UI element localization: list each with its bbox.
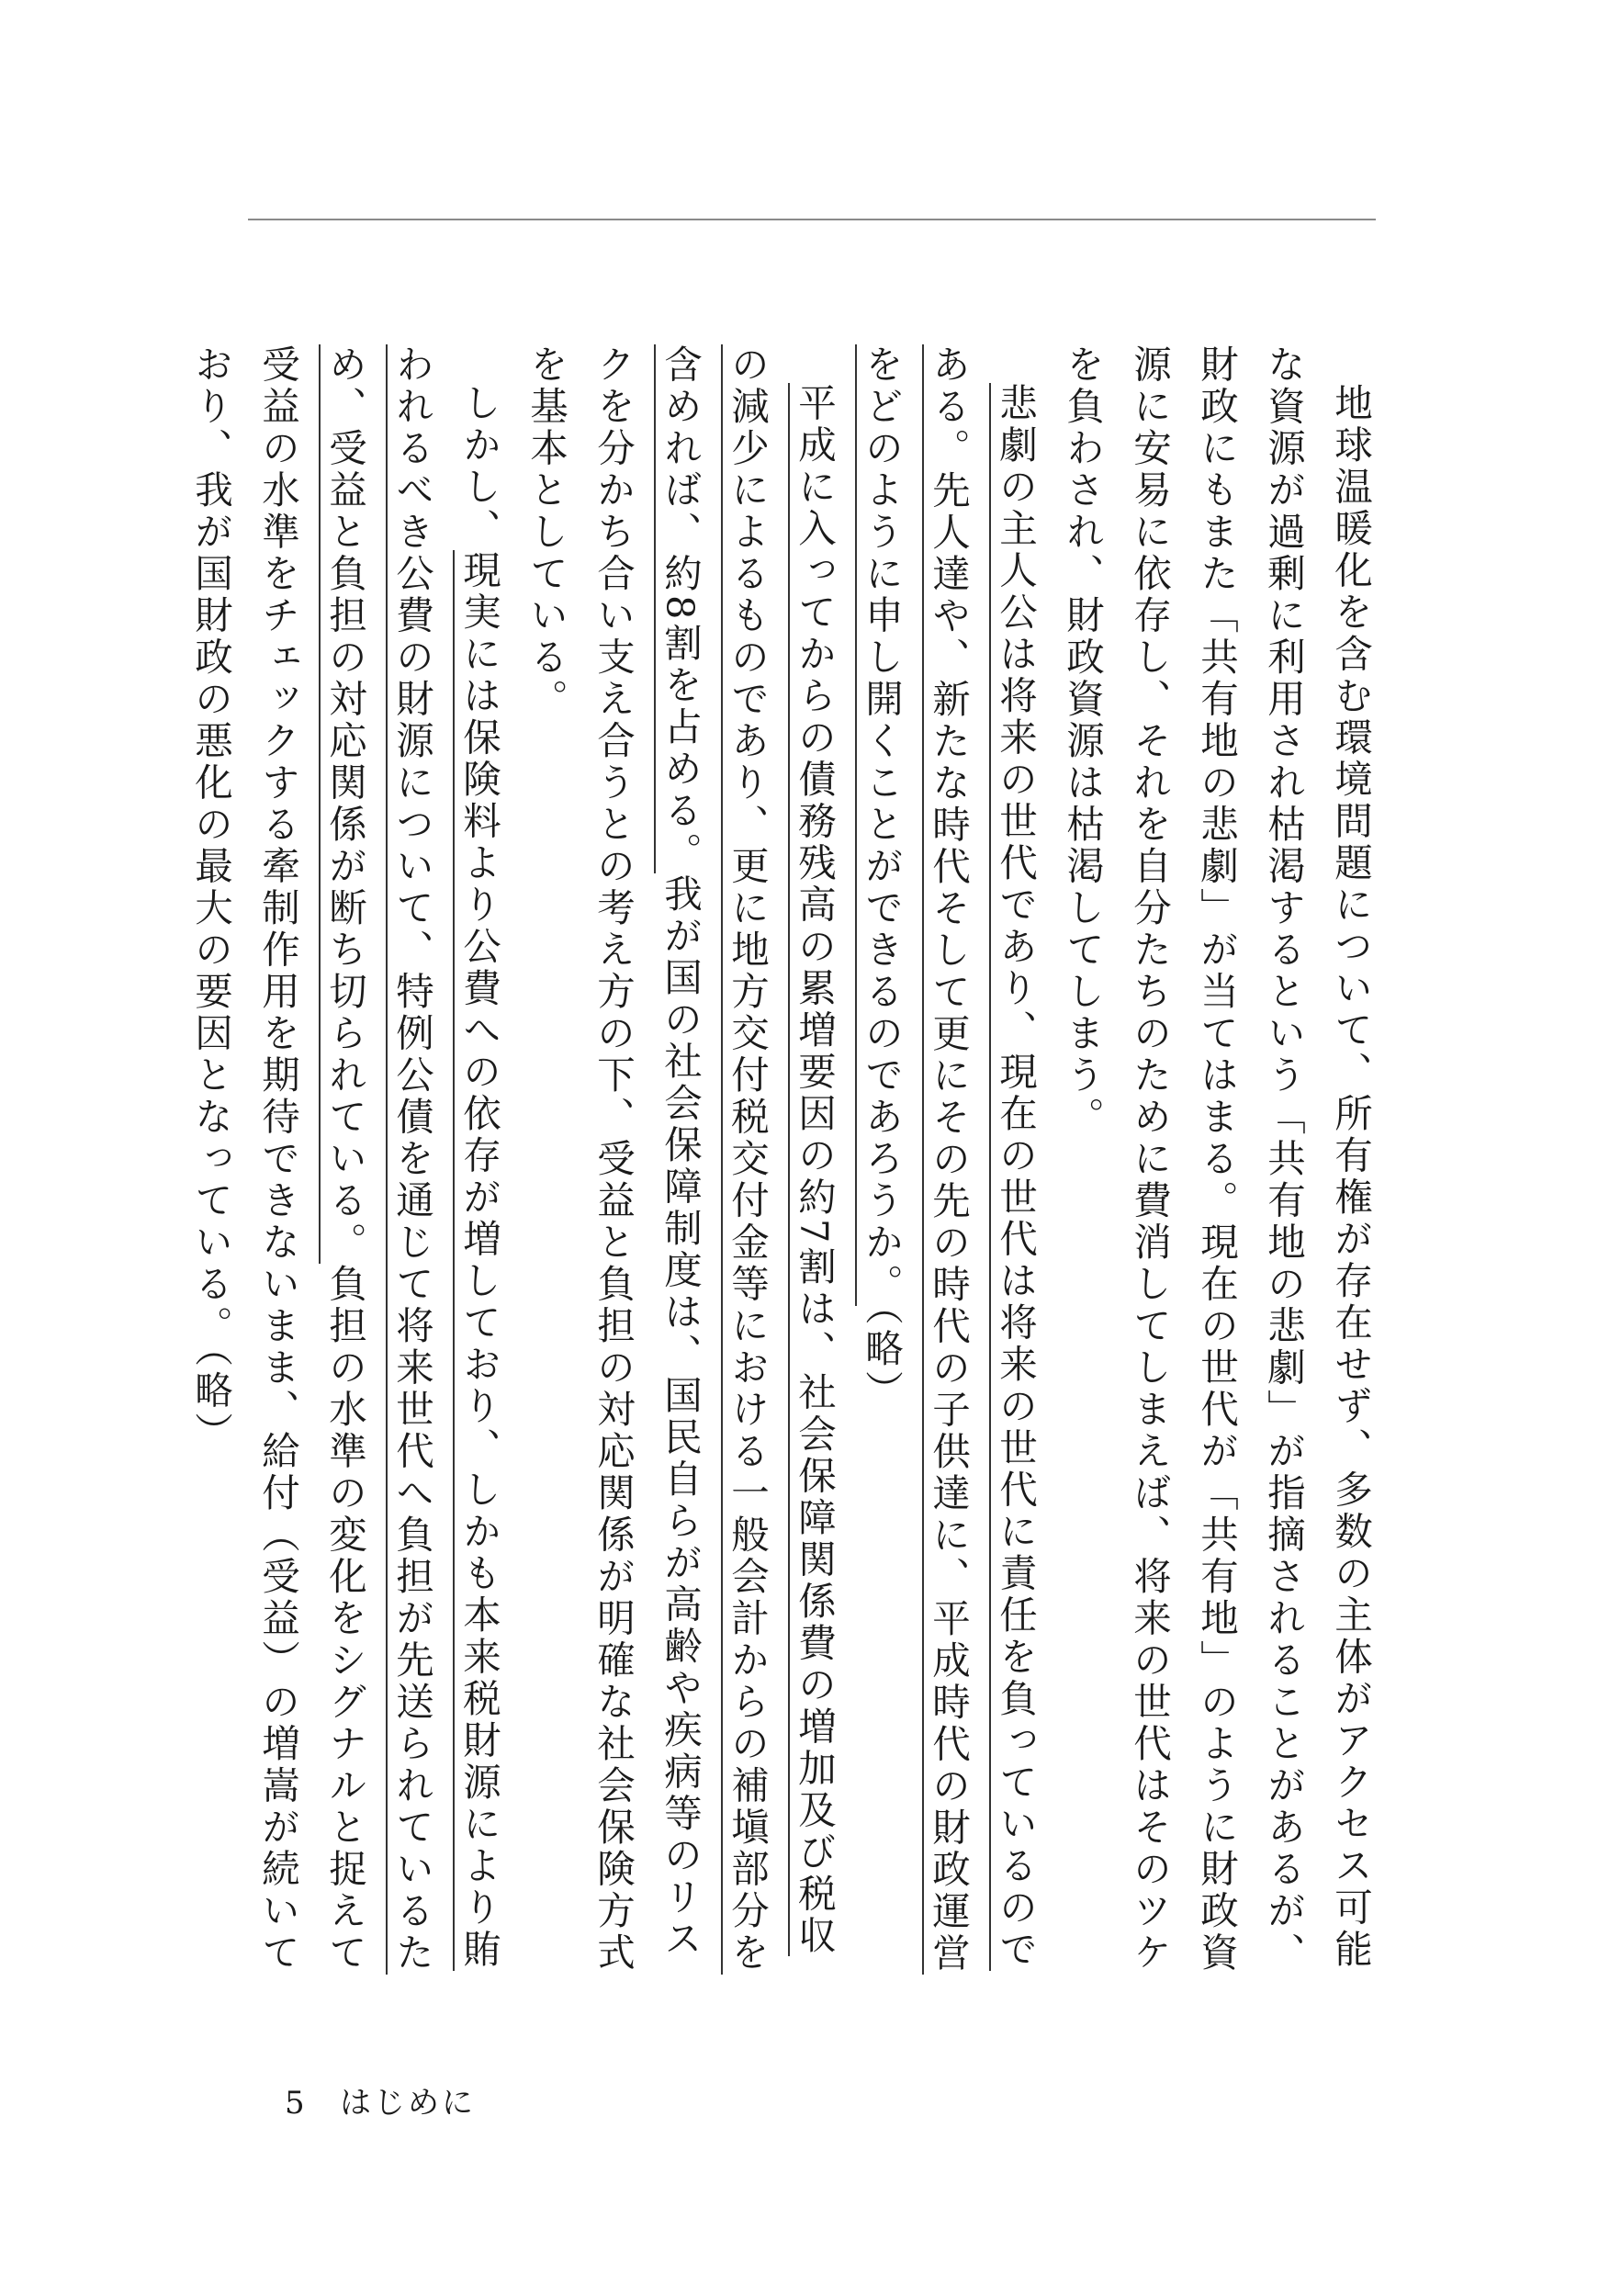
paragraph-3-text: 我が国の社会保障制度は、国民自らが高齢や疾病等のリスクを分かち合い支え合うとの考え方の下、受益と負担の対応関係が明確な社会保険方式を基本としている。 (523, 344, 703, 1975)
paragraph-4-lead: しかし、 (456, 382, 501, 550)
paragraph-1-text: 地球温暖化を含む環境問題について、所有権が存在せず、多数の主体がアクセス可能な資源が過剰に利用され枯渇するという「共有地の悲劇」が指摘されることがあるが、財政にもまた「共有地の悲劇」が当てはまる。現在の世代が「共有地」のように財政資源に安易に依存し、それを自分たちのために費消してしまえば、将来の世代はそのツケを負わされ、財政資源は枯渇してしまう。 (1060, 344, 1373, 1975)
omission-mark: （略） (859, 1305, 904, 1412)
paragraph-3 (512, 344, 848, 1998)
underlined-text: 平成に入ってからの債務残高の累増要因の約7割は、社会保障関係費の増加及び税収の減少によるものであり、更に地方交付税交付金等における一般会計からの補塡部分を含めれば、約8割を占める。 (654, 344, 837, 1975)
paragraph-4-text: 負担の水準の変化をシグナルと捉えて受益の水準をチェックする牽制作用を期待できないまま、給付（受益）の増嵩が続いており、我が国財政の悪化の最大の要因となっている。（略） (188, 344, 367, 1975)
page-footer (285, 2077, 476, 2122)
body-text (177, 344, 1384, 1998)
underlined-text: 先人達や、新たな時代そして更にその先の時代の子供達に、平成時代の財政運営をどのように申し開くことができるのであろうか。 (855, 344, 971, 1975)
section-title: はじめに (340, 2085, 476, 2122)
paragraph-1 (1049, 344, 1384, 1998)
header-rule (248, 219, 1376, 220)
page-number: 5 (285, 2085, 305, 2122)
paragraph-2 (848, 344, 1049, 1998)
paragraph-4 (177, 344, 512, 1998)
underlined-text: 現実には保険料より公費への依存が増しており、しかも本来税財源により賄われるべき公費の財源について、特例公債を通じて将来世代へ負担が先送られているため、受益と負担の対応関係が断ち切られている。 (319, 344, 501, 1975)
underlined-text: 悲劇の主人公は将来の世代であり、現在の世代は将来の世代に責任を負っているのである。 (922, 344, 1038, 1971)
